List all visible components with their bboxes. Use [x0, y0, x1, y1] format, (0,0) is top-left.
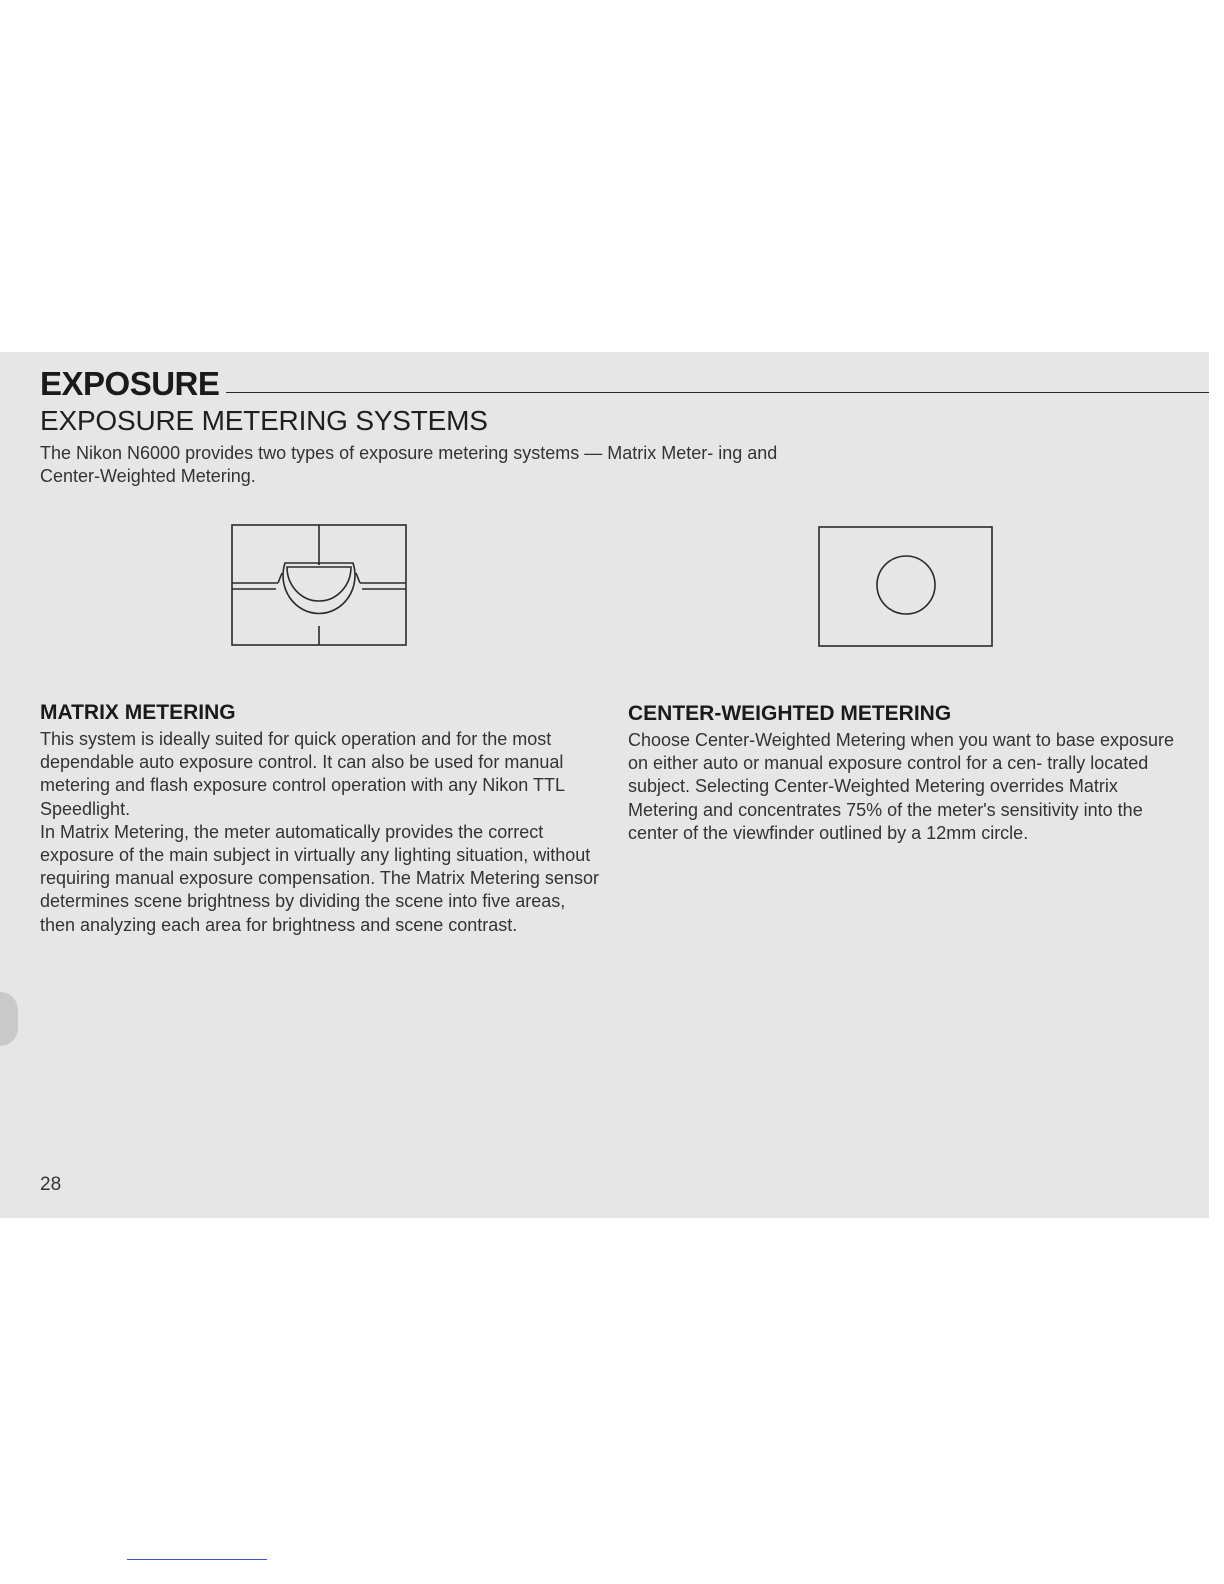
page-number: 28 [40, 1174, 62, 1195]
page-edge-tab [0, 992, 18, 1046]
manual-page [0, 352, 1209, 1218]
section-title: EXPOSURE [40, 365, 220, 402]
matrix-metering-paragraph-1: This system is ideally suited for quick operation and for the most dependable auto exposure control. It can also be used for manual metering and flash exposure control operation with any Nikon TTL Speedlight. [40, 729, 565, 819]
matrix-five-segment-icon [230, 523, 408, 647]
intro-text: The Nikon N6000 provides two types of exposure metering systems — Matrix Meter- ing and Center-Weighted Metering. [40, 443, 778, 486]
title-rule [226, 392, 1209, 393]
footer-link-underline[interactable] [127, 1559, 267, 1560]
center-weighted-body [628, 729, 1188, 845]
center-weighted-heading: CENTER-WEIGHTED METERING [628, 702, 952, 725]
page-subtitle: EXPOSURE METERING SYSTEMS [40, 405, 488, 436]
center-weighted-paragraph: Choose Center-Weighted Metering when you want to base exposure on either auto or manual exposure control for a cen- trally located subject. Selecting Center-Weighted Metering overrides Matrix Metering and concentrates 75% of the meter's sensitivity into the center of the viewfinder outlined by a 12mm circle. [628, 730, 1174, 843]
matrix-metering-paragraph-2: In Matrix Metering, the meter automatically provides the correct exposure of the main subject in virtually any lighting situation, without requiring manual exposure compensation. The Matrix Metering sensor determines scene brightness by dividing the scene into five areas, then analyzing each area for brightness and scene contrast. [40, 821, 599, 935]
matrix-metering-diagram [230, 523, 408, 647]
center-weighted-diagram [817, 525, 994, 648]
matrix-metering-body [40, 728, 600, 937]
center-weighted-circle-icon [817, 525, 994, 648]
matrix-metering-heading: MATRIX METERING [40, 701, 236, 724]
